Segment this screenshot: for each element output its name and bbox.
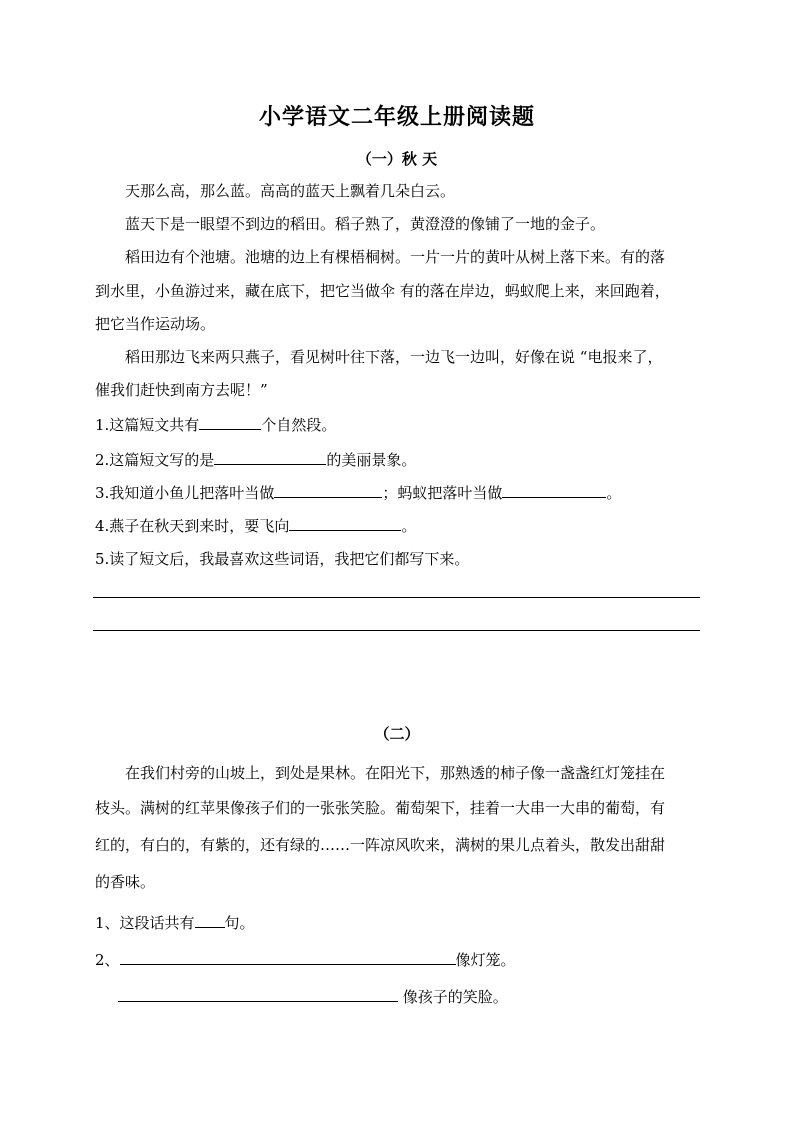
passage-1-paragraph-4-line-1: 稻田那边飞来两只燕子，看见树叶往下落，一边飞一边叫，好像在说 “电报来了， (125, 348, 663, 366)
passage-1-paragraph-4-line-2: 催我们赶快到南方去呢！” (95, 381, 268, 399)
section-1-heading: （一）秋 天 (356, 150, 438, 168)
answer-line-1[interactable] (93, 597, 700, 598)
answer-line-2[interactable] (93, 630, 700, 631)
answer-blank[interactable] (274, 481, 382, 498)
question-2-1-text: 1、这段话共有 (95, 914, 195, 932)
question-1-1-text: 1.这篇短文共有 (95, 416, 200, 434)
question-2-1-suffix: 句。 (224, 914, 255, 932)
question-1-1-suffix: 个自然段。 (261, 416, 337, 434)
question-2-2-suffix-2: 像孩子的笑脸。 (402, 988, 508, 1006)
answer-blank[interactable] (289, 514, 401, 531)
section-2-heading: （二） (374, 725, 420, 743)
passage-2-line-4: 的香味。 (95, 873, 156, 891)
question-1-4-suffix: 。 (401, 517, 417, 535)
passage-1-paragraph-3-line-1: 稻田边有个池塘。池塘的边上有棵梧桐树。一片一片的黄叶从树上落下来。有的落 (125, 248, 666, 266)
passage-1-paragraph-3-line-2: 到水里，小鱼游过来，藏在底下，把它当做伞 有的落在岸边，蚂蚁爬上来，来回跑着， (95, 282, 670, 300)
passage-2-line-1: 在我们村旁的山坡上，到处是果林。在阳光下，那熟透的柿子像一盏盏红灯笼挂在 (125, 764, 666, 782)
question-1-5: 5.读了短文后，我最喜欢这些词语，我把它们都写下来。 (95, 550, 470, 568)
passage-2-line-2: 枝头。满树的红苹果像孩子们的一张张笑脸。葡萄架下，挂着一大串一大串的葡萄，有 (95, 799, 666, 817)
answer-blank[interactable] (195, 911, 225, 928)
question-1-3 (95, 481, 700, 504)
question-1-3-suffix: 。 (606, 484, 622, 502)
passage-1-paragraph-3-line-3: 把它当作运动场。 (95, 315, 216, 333)
passage-2-line-3: 红的，有白的，有紫的，还有绿的……一阵凉风吹来，满树的果儿点着头，散发出甜甜 (95, 836, 666, 854)
question-1-3-middle: ；蚂蚁把落叶当做 (382, 484, 503, 502)
question-1-4-text: 4.燕子在秋天到来时，要飞向 (95, 517, 290, 535)
answer-blank[interactable] (502, 481, 606, 498)
question-1-4 (95, 514, 700, 537)
question-2-1 (95, 911, 700, 934)
answer-blank[interactable] (118, 985, 398, 1002)
question-2-2-suffix-1: 像灯笼。 (455, 951, 516, 969)
question-1-1 (95, 413, 700, 436)
question-1-2 (95, 448, 700, 471)
answer-blank[interactable] (199, 413, 261, 430)
page-title: 小学语文二年级上册阅读题 (258, 104, 535, 130)
passage-1-paragraph-1: 天那么高，那么蓝。高高的蓝天上飘着几朵白云。 (125, 182, 456, 200)
question-1-2-suffix: 的美丽景象。 (326, 451, 417, 469)
passage-1-paragraph-2: 蓝天下是一眼望不到边的稻田。稻子熟了，黄澄澄的像铺了一地的金子。 (125, 215, 606, 233)
question-2-2-number: 2、 (95, 951, 120, 969)
question-2-2-line-2 (118, 985, 700, 1008)
question-1-3-text: 3.我知道小鱼儿把落叶当做 (95, 484, 275, 502)
answer-blank[interactable] (120, 948, 456, 965)
answer-blank[interactable] (214, 448, 326, 465)
question-1-2-text: 2.这篇短文写的是 (95, 451, 215, 469)
question-2-2 (95, 948, 700, 971)
